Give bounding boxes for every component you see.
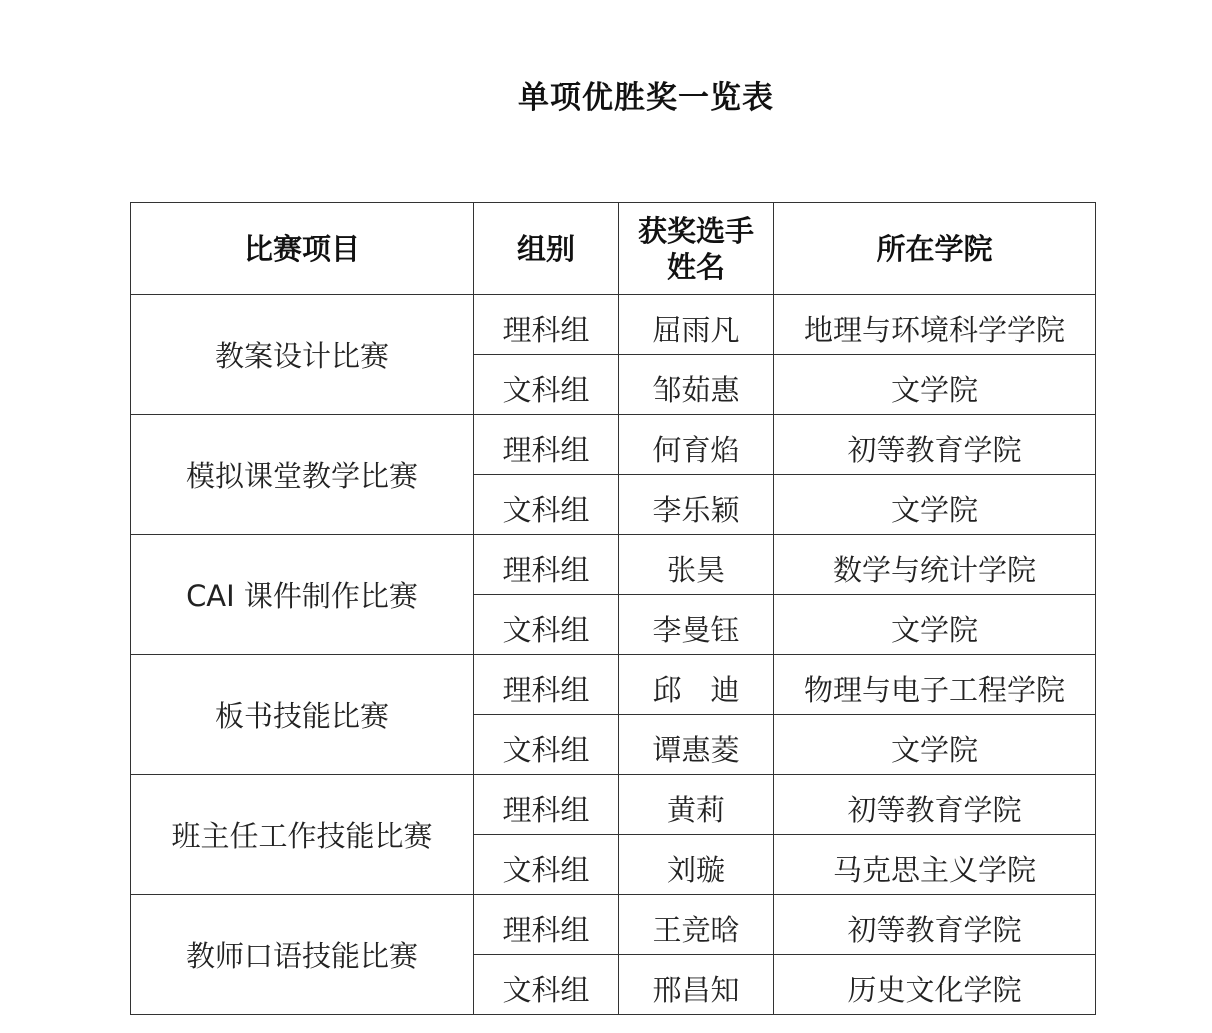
group-cell: 理科组 — [474, 775, 619, 835]
header-college: 所在学院 — [774, 203, 1096, 295]
table-row — [131, 295, 1096, 355]
group-cell: 理科组 — [474, 535, 619, 595]
header-winner-line1: 获奖选手 — [637, 213, 754, 248]
header-group: 组别 — [474, 203, 619, 295]
table-row — [131, 775, 1096, 835]
winner-cell: 张昊 — [619, 535, 774, 595]
header-winner — [619, 203, 774, 295]
college-cell: 文学院 — [774, 355, 1096, 415]
college-cell: 初等教育学院 — [774, 775, 1096, 835]
winner-cell: 何育焰 — [619, 415, 774, 475]
event-name: 教师口语技能比赛 — [131, 895, 474, 1015]
college-cell: 文学院 — [774, 715, 1096, 775]
winner-cell: 邢昌知 — [619, 955, 774, 1015]
college-cell: 文学院 — [774, 595, 1096, 655]
event-name: CAI 课件制作比赛 — [131, 535, 474, 655]
winner-cell: 邹茹惠 — [619, 355, 774, 415]
college-cell: 历史文化学院 — [774, 955, 1096, 1015]
header-event: 比赛项目 — [131, 203, 474, 295]
event-name: 板书技能比赛 — [131, 655, 474, 775]
group-cell: 文科组 — [474, 355, 619, 415]
event-name: 班主任工作技能比赛 — [131, 775, 474, 895]
winner-cell: 王竞晗 — [619, 895, 774, 955]
group-cell: 理科组 — [474, 415, 619, 475]
winner-cell: 李乐颖 — [619, 475, 774, 535]
table-row — [131, 415, 1096, 475]
page-title: 单项优胜奖一览表 — [518, 80, 774, 116]
table-row — [131, 655, 1096, 715]
group-cell: 文科组 — [474, 475, 619, 535]
college-cell: 地理与环境科学学院 — [774, 295, 1096, 355]
college-cell: 初等教育学院 — [774, 415, 1096, 475]
winner-cell: 刘璇 — [619, 835, 774, 895]
event-name: 模拟课堂教学比赛 — [131, 415, 474, 535]
header-winner-line2: 姓名 — [666, 249, 725, 284]
group-cell: 文科组 — [474, 835, 619, 895]
college-cell: 物理与电子工程学院 — [774, 655, 1096, 715]
group-cell: 理科组 — [474, 655, 619, 715]
event-name: 教案设计比赛 — [131, 295, 474, 415]
group-cell: 文科组 — [474, 715, 619, 775]
table-row — [131, 895, 1096, 955]
table-row — [131, 535, 1096, 595]
college-cell: 初等教育学院 — [774, 895, 1096, 955]
college-cell: 数学与统计学院 — [774, 535, 1096, 595]
winner-cell: 黄莉 — [619, 775, 774, 835]
winner-cell: 李曼钰 — [619, 595, 774, 655]
winner-cell: 屈雨凡 — [619, 295, 774, 355]
winner-cell: 邱 迪 — [619, 655, 774, 715]
group-cell: 文科组 — [474, 955, 619, 1015]
group-cell: 文科组 — [474, 595, 619, 655]
college-cell: 文学院 — [774, 475, 1096, 535]
winner-cell: 谭惠菱 — [619, 715, 774, 775]
group-cell: 理科组 — [474, 895, 619, 955]
group-cell: 理科组 — [474, 295, 619, 355]
table-header-row — [131, 203, 1096, 295]
college-cell: 马克思主义学院 — [774, 835, 1096, 895]
awards-table — [130, 202, 1096, 1015]
